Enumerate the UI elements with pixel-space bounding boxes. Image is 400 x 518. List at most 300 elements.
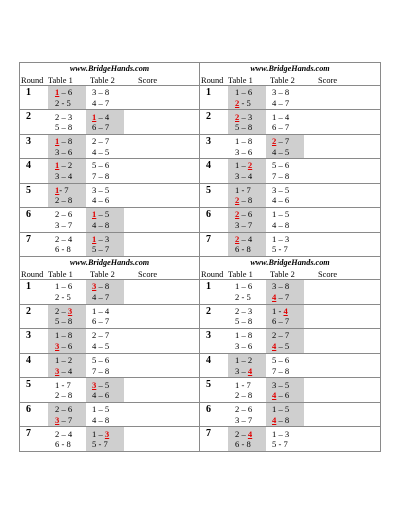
pairing-line — [92, 404, 124, 415]
pairing-text: 1 – 4 — [272, 111, 290, 122]
score-cell[interactable] — [304, 184, 380, 207]
pairing-text: 1 – 6 — [55, 281, 73, 292]
round-number: 1 — [26, 281, 31, 292]
pairing-text: 7 – 8 — [92, 170, 110, 181]
score-cell[interactable] — [124, 233, 199, 256]
table2-cell — [86, 208, 124, 231]
round-row — [200, 208, 380, 232]
round-number: 2 — [206, 111, 211, 123]
pairing-text: – 8 — [276, 414, 290, 425]
table1-cell — [228, 208, 266, 231]
pairing-line — [272, 171, 304, 182]
pairing-line — [235, 160, 266, 171]
highlighted-pair-number: 1 — [55, 87, 60, 98]
pairing-text: 3 – 7 — [55, 219, 73, 230]
table1-header: Table 1 — [228, 76, 253, 85]
pairing-line — [235, 87, 266, 98]
round-number: 5 — [26, 184, 31, 196]
pairing-text: 3 – 6 — [235, 340, 253, 351]
pairing-text: 4 – 5 — [92, 146, 110, 157]
pairing-text: 6 - 8 — [235, 439, 251, 450]
pairing-text: 3 – 7 — [235, 414, 253, 425]
pairing-line — [272, 112, 304, 123]
pairing-text: 1 – 2 — [235, 355, 253, 366]
pairing-text: – 6 — [276, 390, 290, 401]
pairing-line — [272, 185, 304, 196]
table1-cell — [228, 378, 266, 402]
table1-header: Table 1 — [228, 270, 253, 279]
pairing-line — [55, 185, 86, 196]
pairing-text: 1 - 7 — [235, 379, 251, 390]
pairing-line — [92, 429, 124, 440]
pairing-line — [235, 195, 266, 206]
table2-cell — [86, 86, 124, 109]
pairing-line — [272, 244, 304, 255]
table1-header: Table 1 — [48, 270, 73, 279]
pairing-text: 4 – 7 — [272, 97, 290, 108]
pairing-line — [235, 390, 266, 401]
pairing-text: – 4 — [59, 365, 73, 376]
pairing-line — [272, 355, 304, 366]
score-cell[interactable] — [124, 354, 199, 378]
pairing-text: 7 – 8 — [272, 170, 290, 181]
round-number: 6 — [26, 403, 31, 415]
pairing-line — [55, 439, 86, 450]
pairing-text: 1 – 8 — [235, 330, 253, 341]
pairing-text: 1 – 8 — [235, 136, 253, 147]
round-header: Round — [201, 270, 224, 279]
pairing-text: – 5 — [96, 209, 110, 220]
table2-cell — [86, 159, 124, 182]
pairing-line — [92, 220, 124, 231]
round-number: 1 — [206, 87, 211, 98]
pairing-line — [272, 209, 304, 220]
pairing-line — [235, 281, 266, 292]
pairing-text: - 7 — [59, 184, 69, 195]
pairing-line — [235, 220, 266, 231]
pairing-text: 5 - 7 — [272, 244, 288, 255]
highlighted-pair-number: 2 — [235, 233, 240, 244]
pairing-line — [235, 439, 266, 450]
round-row — [20, 208, 199, 232]
table2-cell — [86, 135, 124, 158]
pairing-text: 2 – 7 — [92, 330, 110, 341]
pairing-text: – 6 — [59, 340, 73, 351]
pairing-line — [272, 341, 304, 352]
round-number: 3 — [26, 135, 31, 147]
score-cell[interactable] — [124, 159, 199, 182]
table1-cell — [228, 110, 266, 133]
pairing-text: 1 – 3 — [272, 233, 290, 244]
pairing-text: 2 – 4 — [55, 233, 73, 244]
pairing-line — [55, 98, 86, 109]
rounds-list — [200, 86, 380, 256]
pairing-text: 5 – 6 — [92, 160, 110, 171]
pairing-line — [272, 195, 304, 206]
score-header: Score — [318, 270, 338, 279]
score-cell[interactable] — [304, 280, 380, 304]
table2-cell — [266, 329, 304, 353]
header-row — [200, 75, 380, 86]
pairing-text: 2 – 8 — [55, 390, 73, 401]
table1-cell — [228, 159, 266, 182]
highlighted-pair-number: 2 — [272, 136, 277, 147]
table1-cell — [48, 305, 86, 329]
table2-cell — [266, 135, 304, 158]
pairing-text: – 8 — [96, 281, 110, 292]
highlighted-pair-number: 4 — [272, 291, 277, 302]
round-row — [20, 280, 199, 305]
pairing-line — [235, 316, 266, 327]
score-cell[interactable] — [304, 305, 380, 329]
highlighted-pair-number: 3 — [92, 281, 97, 292]
round-row — [20, 354, 199, 379]
table2-cell — [86, 233, 124, 256]
pairing-line — [272, 292, 304, 303]
pairing-line — [272, 234, 304, 245]
score-cell[interactable] — [304, 329, 380, 353]
pairing-text: 5 – 6 — [272, 355, 290, 366]
pairing-line — [235, 112, 266, 123]
pairing-text: 4 – 8 — [272, 219, 290, 230]
score-cell[interactable] — [124, 208, 199, 231]
pairing-text: 1 – 8 — [55, 330, 73, 341]
pairing-text: 2 – 3 — [55, 111, 73, 122]
score-cell[interactable] — [124, 378, 199, 402]
pairing-line — [55, 112, 86, 123]
pairing-text: 5 – 6 — [92, 355, 110, 366]
pairing-text: – 7 — [276, 291, 290, 302]
pairing-line — [235, 234, 266, 245]
round-number: 4 — [206, 160, 211, 172]
pairing-line — [235, 185, 266, 196]
highlighted-pair-number: 2 — [247, 160, 253, 171]
table1-cell — [228, 280, 266, 304]
round-row — [20, 233, 199, 256]
pairing-text: 4 – 5 — [92, 340, 110, 351]
pairing-line — [92, 136, 124, 147]
pairing-text: 5 – 7 — [92, 244, 110, 255]
table2-cell — [86, 305, 124, 329]
pairing-text: 7 – 8 — [92, 365, 110, 376]
round-header: Round — [201, 76, 224, 85]
pairing-text: 6 - 8 — [55, 439, 71, 450]
pairing-line — [55, 160, 86, 171]
pairing-line — [235, 209, 266, 220]
highlighted-pair-number: 1 — [55, 136, 60, 147]
table2-cell — [266, 403, 304, 427]
pairing-text: – 5 — [96, 379, 110, 390]
pairing-text: – 4 — [96, 111, 110, 122]
pairing-line — [92, 316, 124, 327]
score-cell[interactable] — [124, 403, 199, 427]
pairing-text: – 5 — [276, 340, 290, 351]
table2-header: Table 2 — [90, 270, 115, 279]
table2-cell — [266, 208, 304, 231]
table1-cell — [228, 427, 266, 451]
table1-cell — [48, 110, 86, 133]
table1-cell — [48, 135, 86, 158]
pairing-line — [55, 234, 86, 245]
pairing-text: 2 - 5 — [55, 97, 71, 108]
round-number: 5 — [206, 379, 211, 391]
round-number: 5 — [26, 379, 31, 391]
score-cell[interactable] — [304, 233, 380, 256]
pairing-text: – 8 — [239, 195, 253, 206]
pairing-line — [92, 185, 124, 196]
highlighted-pair-number: 4 — [247, 365, 253, 376]
round-number: 3 — [206, 330, 211, 342]
pairing-line — [55, 341, 86, 352]
pairing-line — [55, 306, 86, 317]
round-number: 4 — [26, 354, 31, 366]
rounds-list — [200, 280, 380, 451]
pairing-text: – 7 — [276, 136, 290, 147]
movement-card — [20, 257, 200, 451]
pairing-text: 5 - 7 — [92, 439, 108, 450]
pairing-line — [235, 122, 266, 133]
pairing-text: 7 – 8 — [272, 365, 290, 376]
round-number: 5 — [206, 184, 211, 196]
pairing-text: 5 – 8 — [235, 122, 253, 133]
movement-card — [200, 257, 380, 451]
round-row — [20, 110, 199, 134]
pairing-text: 5 – 8 — [235, 316, 253, 327]
pairing-line — [272, 147, 304, 158]
pairing-line — [272, 366, 304, 377]
pairing-text: 1 – 3 — [272, 428, 290, 439]
score-header: Score — [318, 76, 338, 85]
pairing-text: 3 – 7 — [235, 219, 253, 230]
pairing-text: 6 – 7 — [272, 122, 290, 133]
round-row — [200, 233, 380, 256]
pairing-line — [55, 380, 86, 391]
pairing-line — [92, 380, 124, 391]
highlighted-pair-number: 4 — [272, 340, 277, 351]
pairing-line — [55, 209, 86, 220]
pairing-text: 5 – 8 — [55, 316, 73, 327]
score-cell[interactable] — [304, 403, 380, 427]
score-cell[interactable] — [304, 159, 380, 182]
pairing-line — [92, 87, 124, 98]
pairing-line — [92, 355, 124, 366]
score-cell[interactable] — [124, 184, 199, 207]
site-title: www.BridgeHands.com — [250, 258, 330, 267]
pairing-line — [235, 244, 266, 255]
pairing-line — [92, 390, 124, 401]
pairing-line — [235, 429, 266, 440]
pairing-line — [55, 147, 86, 158]
highlighted-pair-number: 3 — [67, 305, 73, 316]
pairing-text: – 6 — [59, 87, 73, 98]
round-header: Round — [21, 270, 44, 279]
score-cell[interactable] — [304, 86, 380, 109]
pairing-line — [55, 122, 86, 133]
round-number: 3 — [206, 135, 211, 147]
highlighted-pair-number: 2 — [235, 97, 240, 108]
pairing-line — [92, 292, 124, 303]
pairing-text: – 6 — [239, 209, 253, 220]
round-number: 3 — [26, 330, 31, 342]
highlighted-pair-number: 3 — [55, 365, 60, 376]
round-row — [200, 184, 380, 208]
pairing-line — [92, 415, 124, 426]
highlighted-pair-number: 4 — [247, 428, 253, 439]
table2-cell — [86, 378, 124, 402]
pairing-text: 2 – — [235, 428, 248, 439]
site-title: www.BridgeHands.com — [250, 64, 330, 73]
pairing-line — [272, 415, 304, 426]
score-cell[interactable] — [124, 305, 199, 329]
pairing-line — [235, 147, 266, 158]
pairing-text: 6 - 8 — [235, 244, 251, 255]
site-title: www.BridgeHands.com — [69, 64, 150, 73]
round-row — [200, 378, 380, 403]
pairing-text: – 2 — [59, 160, 73, 171]
round-number: 1 — [206, 281, 211, 292]
pairing-line — [272, 160, 304, 171]
pairing-text: 4 – 5 — [272, 146, 290, 157]
round-row — [20, 378, 199, 403]
table1-cell — [48, 159, 86, 182]
pairing-text: 3 – 5 — [92, 184, 110, 195]
pairing-line — [92, 112, 124, 123]
pairing-text: 6 - 8 — [55, 244, 71, 255]
pairing-line — [92, 160, 124, 171]
movement-grid — [19, 62, 381, 452]
header-row — [200, 269, 380, 280]
round-row — [200, 427, 380, 451]
pairing-line — [55, 195, 86, 206]
highlighted-pair-number: 1 — [92, 209, 97, 220]
pairing-text: 2 – 8 — [235, 390, 253, 401]
pairing-text: - 5 — [239, 97, 251, 108]
table1-cell — [48, 280, 86, 304]
round-row — [20, 135, 199, 159]
pairing-line — [235, 404, 266, 415]
round-row — [200, 86, 380, 110]
pairing-text: – 8 — [59, 136, 73, 147]
pairing-line — [92, 330, 124, 341]
round-number: 6 — [206, 209, 211, 221]
score-cell[interactable] — [124, 135, 199, 158]
table1-cell — [228, 329, 266, 353]
pairing-text: 3 – 5 — [272, 184, 290, 195]
score-cell[interactable] — [124, 329, 199, 353]
pairing-line — [272, 404, 304, 415]
rounds-list — [20, 86, 199, 256]
round-row — [200, 135, 380, 159]
pairing-text: 5 - 7 — [272, 439, 288, 450]
pairing-line — [92, 341, 124, 352]
pairing-text: 1 - 7 — [55, 379, 71, 390]
table2-cell — [266, 110, 304, 133]
pairing-text: 2 - 5 — [55, 291, 71, 302]
pairing-line — [272, 429, 304, 440]
highlighted-pair-number: 3 — [104, 428, 110, 439]
table2-cell — [86, 354, 124, 378]
pairing-text: 1 - 7 — [235, 184, 251, 195]
score-header: Score — [138, 76, 158, 85]
pairing-line — [55, 292, 86, 303]
score-cell[interactable] — [124, 280, 199, 304]
pairing-line — [55, 429, 86, 440]
pairing-text: 5 – 8 — [55, 122, 73, 133]
pairing-line — [272, 330, 304, 341]
table1-cell — [228, 184, 266, 207]
pairing-line — [92, 98, 124, 109]
round-number: 7 — [26, 428, 31, 440]
score-cell[interactable] — [124, 110, 199, 133]
pairing-text: 3 – 8 — [272, 281, 290, 292]
table1-cell — [228, 233, 266, 256]
pairing-text: 5 – 6 — [272, 160, 290, 171]
table2-cell — [266, 427, 304, 451]
pairing-line — [235, 380, 266, 391]
round-number: 7 — [206, 233, 211, 245]
score-cell[interactable] — [124, 86, 199, 109]
score-cell[interactable] — [304, 110, 380, 133]
pairing-text: 2 – 7 — [92, 136, 110, 147]
pairing-line — [235, 306, 266, 317]
table2-cell — [266, 378, 304, 402]
pairing-line — [92, 171, 124, 182]
pairing-text: 2 - 5 — [235, 291, 251, 302]
highlighted-pair-number: 1 — [92, 111, 97, 122]
pairing-text: 4 – 8 — [92, 219, 110, 230]
site-title: www.BridgeHands.com — [69, 258, 150, 267]
table1-cell — [48, 208, 86, 231]
table2-cell — [86, 329, 124, 353]
round-row — [200, 280, 380, 305]
table2-header: Table 2 — [270, 270, 295, 279]
pairing-text: 3 – 4 — [55, 170, 73, 181]
pairing-text: 3 – 5 — [272, 379, 290, 390]
movement-card — [20, 63, 200, 257]
pairing-line — [235, 366, 266, 377]
round-row — [20, 184, 199, 208]
pairing-line — [92, 439, 124, 450]
pairing-text: 1 – 5 — [92, 404, 110, 415]
header-row — [20, 269, 199, 280]
round-number: 2 — [26, 305, 31, 317]
score-cell[interactable] — [304, 427, 380, 451]
table2-cell — [266, 305, 304, 329]
table2-cell — [266, 184, 304, 207]
pairing-text: 2 – 6 — [235, 404, 253, 415]
pairing-text: 3 – 4 — [235, 170, 253, 181]
pairing-line — [92, 244, 124, 255]
pairing-line — [272, 306, 304, 317]
score-cell[interactable] — [124, 427, 199, 451]
round-row — [20, 305, 199, 330]
score-cell[interactable] — [304, 135, 380, 158]
score-cell[interactable] — [304, 208, 380, 231]
pairing-text: – 3 — [239, 111, 253, 122]
round-row — [20, 427, 199, 451]
pairing-text: 1 – 6 — [235, 87, 253, 98]
score-cell[interactable] — [304, 378, 380, 402]
table2-cell — [86, 403, 124, 427]
pairing-line — [92, 122, 124, 133]
round-row — [200, 354, 380, 379]
pairing-text: 2 – — [55, 305, 68, 316]
pairing-line — [272, 87, 304, 98]
table2-cell — [86, 110, 124, 133]
table2-cell — [86, 427, 124, 451]
round-number: 6 — [206, 403, 211, 415]
score-cell[interactable] — [304, 354, 380, 378]
